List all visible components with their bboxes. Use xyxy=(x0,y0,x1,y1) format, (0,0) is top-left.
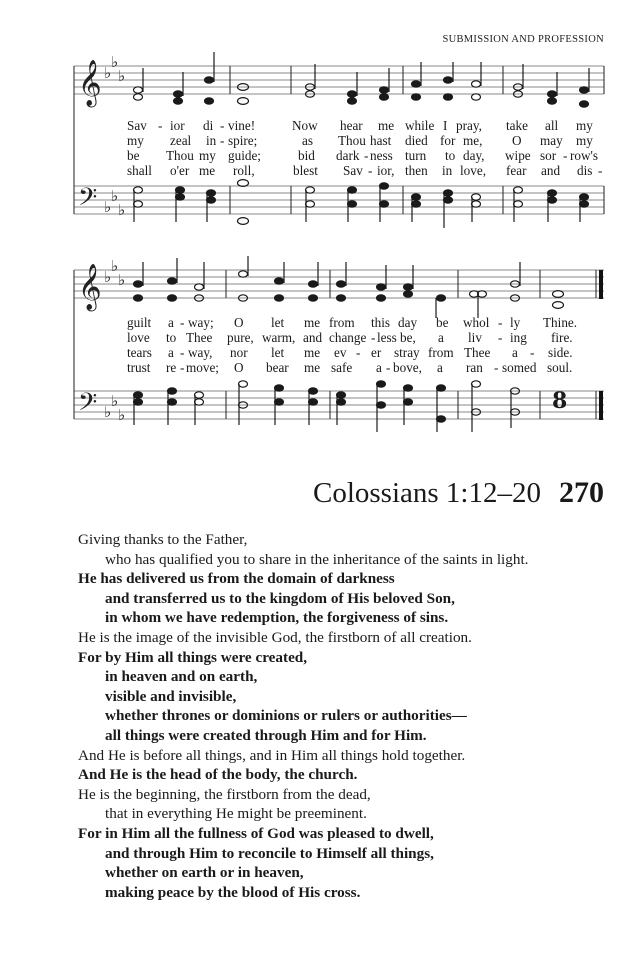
syllable: way, xyxy=(188,345,213,360)
syllable: Thou xyxy=(338,133,366,148)
syllable: soul. xyxy=(547,360,573,375)
syllable: as xyxy=(302,133,313,148)
reading-line: making peace by the blood of His cross. xyxy=(105,883,361,901)
reading-line: He is the beginning, the firstborn from the dead, xyxy=(78,785,371,803)
syllable: take xyxy=(506,118,528,133)
lyric-verse-2 xyxy=(0,330,640,345)
syllable: me xyxy=(304,360,321,375)
syllable: zeal xyxy=(170,133,192,148)
syllable: bove, xyxy=(393,360,422,375)
syllable: in xyxy=(206,133,217,148)
syllable: nor xyxy=(230,345,248,360)
reading-line: and through Him to reconcile to Himself all things, xyxy=(105,844,434,862)
syllable: died xyxy=(405,133,428,148)
syllable: fire. xyxy=(551,330,573,345)
syllable: me xyxy=(378,118,395,133)
syllable: in xyxy=(442,163,453,178)
syllable: my xyxy=(576,118,593,133)
reading-line: He is the image of the invisible God, the firstborn of all creation. xyxy=(78,628,472,646)
syllable: Now xyxy=(292,118,318,133)
reading-number: 270 xyxy=(559,476,604,509)
svg-text:♭: ♭ xyxy=(118,406,126,424)
syllable: pray, xyxy=(456,118,482,133)
svg-text:♭: ♭ xyxy=(118,201,126,219)
syllable: me, xyxy=(463,133,483,148)
svg-text:♭: ♭ xyxy=(118,67,126,85)
lyrics-system-2 xyxy=(0,315,640,375)
lyric-verse-2 xyxy=(0,133,640,148)
svg-text:♭: ♭ xyxy=(118,271,126,289)
syllable: stray xyxy=(394,345,420,360)
syllable: a xyxy=(168,345,174,360)
syllable: ran xyxy=(466,360,483,375)
syllable: bear xyxy=(266,360,289,375)
syllable: er xyxy=(371,345,382,360)
syllable: hast xyxy=(370,133,392,148)
hyphen: - xyxy=(368,163,373,178)
syllable: warm, xyxy=(262,330,296,345)
svg-text:♭: ♭ xyxy=(104,64,112,82)
hyphen: - xyxy=(356,345,361,360)
syllable: O xyxy=(234,360,244,375)
svg-text:♭: ♭ xyxy=(111,187,119,205)
syllable: guide; xyxy=(228,148,261,163)
syllable: dis xyxy=(577,163,593,178)
hyphen: - xyxy=(220,133,225,148)
reading-line: He has delivered us from the domain of darkness xyxy=(78,570,395,588)
syllable: way; xyxy=(188,315,214,330)
reading-line: and transferred us to the kingdom of His beloved Son, xyxy=(105,589,455,607)
syllable: somed xyxy=(502,360,537,375)
syllable: me xyxy=(199,163,216,178)
syllable: blest xyxy=(293,163,318,178)
syllable: all xyxy=(545,118,559,133)
syllable: let xyxy=(271,315,285,330)
syllable: liv xyxy=(468,330,482,345)
syllable: Sav xyxy=(127,118,147,133)
syllable: be xyxy=(436,315,449,330)
syllable: my xyxy=(199,148,216,163)
svg-text:♭: ♭ xyxy=(111,392,119,410)
hyphen: - xyxy=(498,315,503,330)
reading-line: in heaven and on earth, xyxy=(105,668,258,686)
syllable: wipe xyxy=(505,148,531,163)
syllable: bid xyxy=(298,148,315,163)
svg-text:8: 8 xyxy=(552,388,568,414)
syllable: tears xyxy=(127,345,152,360)
svg-text:♭: ♭ xyxy=(111,257,119,275)
syllable: from xyxy=(428,345,454,360)
syllable: be xyxy=(127,148,140,163)
syllable: trust xyxy=(127,360,151,375)
lyric-verse-3 xyxy=(0,345,640,360)
hyphen: - xyxy=(598,163,603,178)
svg-text:𝄞: 𝄞 xyxy=(78,60,102,106)
syllable: for xyxy=(440,133,456,148)
reading-line: For by Him all things were created, xyxy=(78,648,308,666)
syllable: dark xyxy=(336,148,360,163)
syllable: Thou xyxy=(166,148,194,163)
syllable: o'er xyxy=(170,163,190,178)
reading-line: that in everything He might be preeminent. xyxy=(105,805,367,823)
svg-text:♭: ♭ xyxy=(104,198,112,216)
syllable: and xyxy=(303,330,323,345)
reading-line: whether on earth or in heaven, xyxy=(105,864,304,882)
syllable: shall xyxy=(127,163,152,178)
syllable: ev xyxy=(334,345,347,360)
syllable: may xyxy=(540,133,563,148)
syllable: ness xyxy=(370,148,393,163)
hyphen: - xyxy=(386,360,391,375)
reading-line: whether thrones or dominions or rulers or authorities— xyxy=(105,707,467,725)
syllable: a xyxy=(437,360,443,375)
syllable: Thee xyxy=(186,330,213,345)
syllable: day xyxy=(398,315,418,330)
syllable: I xyxy=(443,118,448,133)
hyphen: - xyxy=(563,148,568,163)
syllable: to xyxy=(166,330,177,345)
syllable: row's xyxy=(570,148,599,163)
syllable: a xyxy=(168,315,174,330)
syllable: then xyxy=(405,163,428,178)
syllable: side. xyxy=(548,345,573,360)
lyric-verse-3 xyxy=(0,148,640,163)
svg-text:𝄞: 𝄞 xyxy=(78,264,102,310)
svg-text:♭: ♭ xyxy=(111,53,119,71)
reading-line: visible and invisible, xyxy=(105,687,237,705)
syllable: day, xyxy=(463,148,485,163)
syllable: O xyxy=(234,315,244,330)
hyphen: - xyxy=(180,360,185,375)
svg-text:𝄢: 𝄢 xyxy=(78,183,98,218)
syllable: Thee xyxy=(464,345,491,360)
hyphen: - xyxy=(494,360,499,375)
hyphen: - xyxy=(180,345,185,360)
syllable: a xyxy=(376,360,382,375)
reading-body xyxy=(78,530,618,902)
syllable: ior, xyxy=(377,163,395,178)
syllable: change xyxy=(329,330,367,345)
reading-line: For in Him all the fullness of God was pleased to dwell, xyxy=(78,824,434,842)
syllable: hear xyxy=(340,118,363,133)
svg-text:♭: ♭ xyxy=(104,268,112,286)
syllable: me xyxy=(304,315,321,330)
running-header: SUBMISSION AND PROFESSION xyxy=(442,34,604,45)
syllable: while xyxy=(405,118,435,133)
syllable: less xyxy=(377,330,397,345)
hyphen: - xyxy=(498,330,503,345)
syllable: to xyxy=(445,148,456,163)
svg-text:♭: ♭ xyxy=(104,403,112,421)
syllable: ing xyxy=(510,330,527,345)
reading-heading xyxy=(313,476,604,510)
lyric-verse-4 xyxy=(0,163,640,178)
lyric-verse-4 xyxy=(0,360,640,375)
syllable: love, xyxy=(460,163,487,178)
svg-text:𝄢: 𝄢 xyxy=(78,388,98,423)
syllable: turn xyxy=(405,148,427,163)
syllable: this xyxy=(371,315,391,330)
syllable: spire; xyxy=(228,133,258,148)
syllable: roll, xyxy=(233,163,255,178)
syllable: O xyxy=(512,133,522,148)
syllable: fear xyxy=(506,163,527,178)
syllable: vine! xyxy=(228,118,256,133)
lyric-verse-1 xyxy=(0,118,640,133)
reading-line: And He is before all things, and in Him all things hold together. xyxy=(78,746,466,764)
syllable: be, xyxy=(400,330,416,345)
syllable: me xyxy=(304,345,321,360)
syllable: di xyxy=(203,118,214,133)
syllable: Sav xyxy=(343,163,363,178)
reading-line: in whom we have redemption, the forgiveness of sins. xyxy=(105,609,449,627)
syllable: Thine. xyxy=(543,315,578,330)
syllable: from xyxy=(329,315,355,330)
syllable: and xyxy=(541,163,561,178)
syllable: a xyxy=(512,345,518,360)
syllable: love xyxy=(127,330,150,345)
syllable: guilt xyxy=(127,315,152,330)
reading-line: And He is the head of the body, the church. xyxy=(78,766,358,784)
hyphen: - xyxy=(158,118,163,133)
syllable: ior xyxy=(170,118,185,133)
hyphen: - xyxy=(371,330,376,345)
syllable: ly xyxy=(510,315,521,330)
syllable: sor xyxy=(540,148,557,163)
syllable: whol xyxy=(463,315,490,330)
syllable: a xyxy=(438,330,444,345)
syllable: re xyxy=(166,360,177,375)
hymn-score xyxy=(0,0,640,460)
hyphen: - xyxy=(530,345,535,360)
reading-title: Colossians 1:12–20 xyxy=(313,477,541,509)
hyphen: - xyxy=(180,315,185,330)
hyphen: - xyxy=(220,118,225,133)
lyrics-system-1 xyxy=(0,118,640,178)
lyric-verse-1 xyxy=(0,315,640,330)
syllable: pure, xyxy=(227,330,254,345)
reading-line: Giving thanks to the Father, xyxy=(78,531,248,548)
reading-line: all things were created through Him and for Him. xyxy=(105,726,427,744)
syllable: safe xyxy=(331,360,353,375)
syllable: my xyxy=(576,133,593,148)
reading-line: who has qualified you to share in the inheritance of the saints in light. xyxy=(105,550,529,568)
syllable: move; xyxy=(186,360,219,375)
hyphen: - xyxy=(364,148,369,163)
syllable: my xyxy=(127,133,144,148)
syllable: let xyxy=(271,345,285,360)
